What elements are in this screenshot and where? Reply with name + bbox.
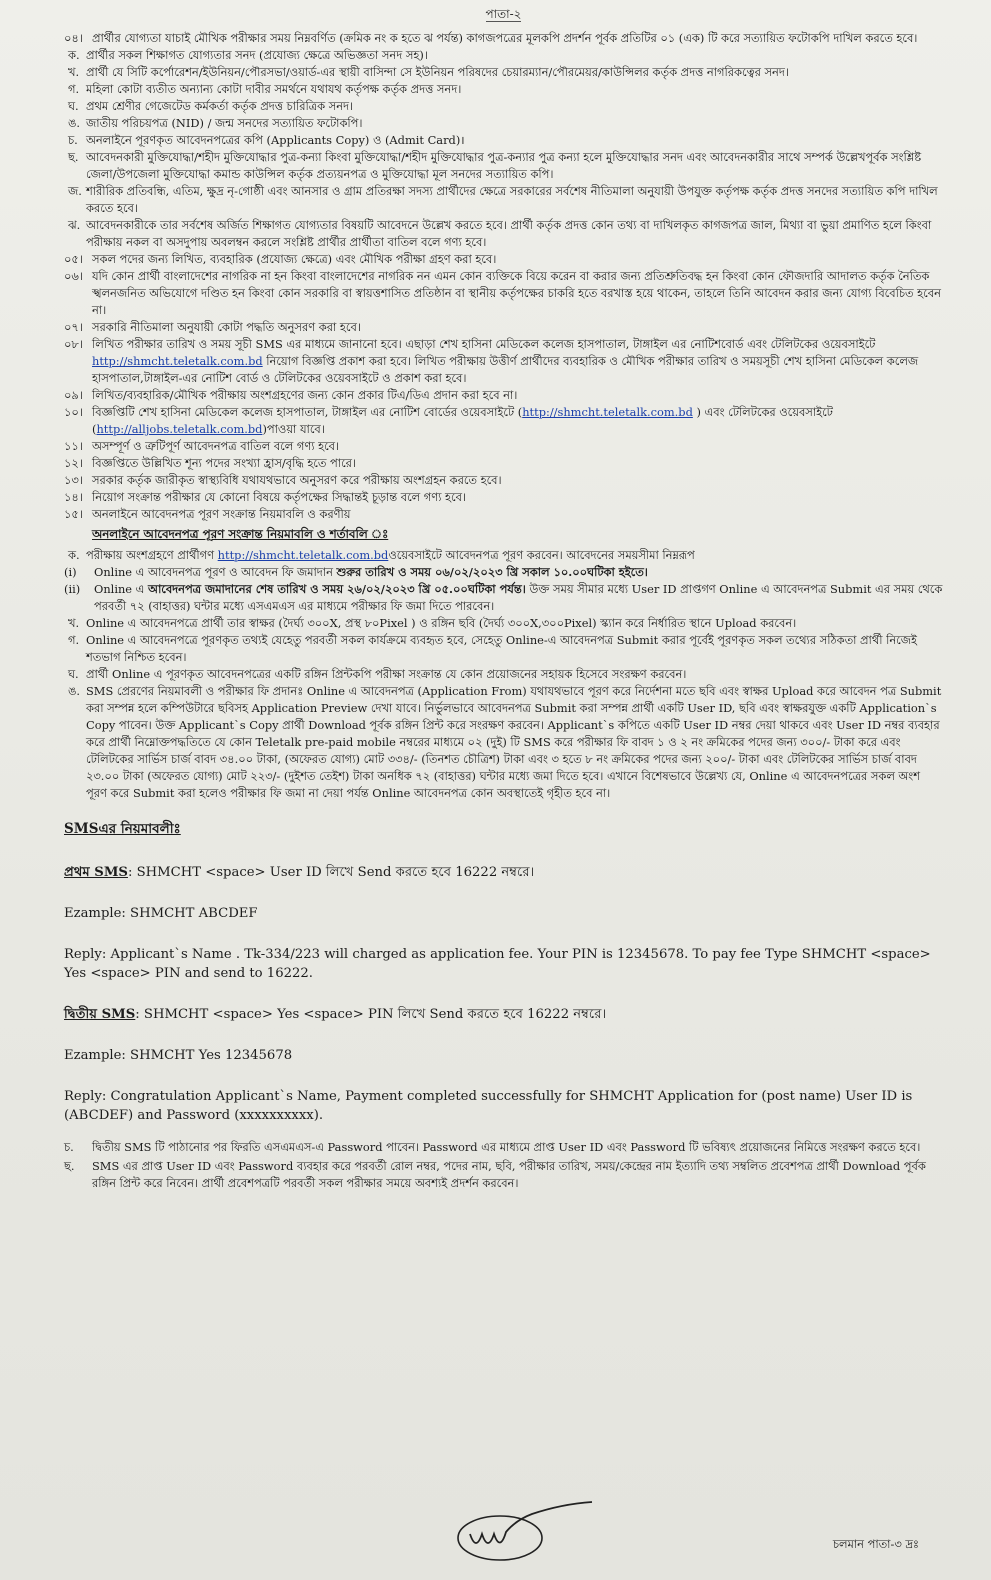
sms-rules-title: SMSএর নিয়মাবলীঃ [64, 821, 181, 837]
list-item: ১২। বিজ্ঞপ্তিতে উল্লিখিত শূন্য পদের সংখ্যা হ্রাস/বৃদ্ধি হতে পারে। [64, 456, 357, 470]
list-subitem: ঘ. প্রথম শ্রেণীর গেজেটেড কর্মকর্তা কর্তৃক প্রদত্ত চারিত্রিক সনদ। [68, 99, 354, 113]
list-subitem: জ. শারীরিক প্রতিবন্ধি, এতিম, ক্ষুদ্র নৃ-গোষ্ঠী এবং আনসার ও গ্রাম প্রতিরক্ষা সদস্য প্রার্থীদের ক্ষেত্রে সরকারের সর্বশেষ নীতিমালা অনুযায়ী উপযুক্ত কর্তৃপক্ষ কর্তৃক প্রদত্ত সনদের সত্যায়িত কপি দাখিল করতে হবে। [68, 184, 938, 215]
sms-first: প্রথম SMS: SHMCHT <space> User ID লিখে Send করতে হবে 16222 নম্বরে। [64, 865, 535, 880]
list-item: ১৪। নিয়োগ সংক্রান্ত পরীক্ষার যে কোনো বিষয়ে কর্তৃপক্ষের সিদ্ধান্তই চূড়ান্ত বলে গণ্য হবে। [64, 490, 467, 504]
list-subitem: (i) Online এ আবেদনপত্র পূরণ ও আবেদন ফি জমাদান শুরুর তারিখ ও সময় ০৬/০২/২০২৩ খ্রি সকাল ১০.০০ঘটিকা হইতে। [64, 565, 648, 579]
list-item: ১১। অসম্পূর্ণ ও ত্রুটিপূর্ণ আবেদনপত্র বাতিল বলে গণ্য হবে। [64, 439, 340, 453]
list-subitem: ক. প্রার্থীর সকল শিক্ষাগত যোগ্যতার সনদ (প্রযোজ্য ক্ষেত্রে অভিজ্ঞতা সনদ সহ)। [68, 48, 428, 62]
shmcht-link[interactable]: http://shmcht.teletalk.com.bd [217, 548, 389, 562]
list-subitem: ছ. SMS এর প্রাপ্ত User ID এবং Password ব্যবহার করে পরবর্তী রোল নম্বর, পদের নাম, ছবি, পরীক্ষার তারিখ, সময়/কেন্দ্রের নাম ইত্যাদি তথ্য সম্বলিত প্রবেশপত্র প্রার্থী Download পূর্বক রঙ্গিন প্রিন্ট করে নিবেন। প্রার্থী প্রবেশপত্রটি পরবর্তী সকল পরীক্ষার সময়ে অবশ্যই প্রদর্শন করবেন। [64, 1159, 926, 1190]
shmcht-link[interactable]: http://shmcht.teletalk.com.bd [92, 354, 263, 368]
list-item: ০৯। লিখিত/ব্যবহারিক/মৌখিক পরীক্ষায় অংশগ্রহণের জন্য কোন প্রকার টিএ/ডিএ প্রদান করা হবে না। [64, 388, 518, 402]
sms-example: Ezample: SHMCHT ABCDEF [64, 906, 258, 921]
shmcht-link[interactable]: http://shmcht.teletalk.com.bd [522, 405, 693, 419]
page-header: পাতা-২ [485, 7, 522, 21]
list-subitem: খ. Online এ আবেদনপত্রে প্রার্থী তার স্বাক্ষর (দৈর্ঘ্য ৩০০X, প্রস্থ ৮০Pixel ) ও রঙ্গিন ছবি (দৈর্ঘ্য ৩০০X,৩০০Pixel) স্ক্যান করে নির্ধারিত স্থানে Upload করবেন। [68, 616, 797, 630]
list-item: ১৩। সরকার কর্তৃক জারীকৃত স্বাস্থ্যবিধি যথাযথভাবে অনুসরণ করে পরীক্ষায় অংশগ্রহন করতে হবে। [64, 473, 502, 487]
sms-second: দ্বিতীয় SMS: SHMCHT <space> Yes <space> PIN লিখে Send করতে হবে 16222 নম্বরে। [64, 1007, 607, 1022]
list-item: ১৫। অনলাইনে আবেদনপত্র পূরণ সংক্রান্ত নিয়মাবলি ও করণীয় [64, 507, 351, 521]
sms-reply: Reply: Congratulation Applicant`s Name, Payment completed successfully for SHMCHT Application for (post name) User ID is (ABCDEF) and Password (xxxxxxxxxx). [64, 1089, 913, 1123]
list-item: ০৪। প্রার্থীর যোগ্যতা যাচাই মৌখিক পরীক্ষার সময় নিম্নবর্ণিত (ক্রমিক নং ক হতে ঝ পর্যন্ত) কাগজপত্রের মূলকপি প্রদর্শন পূর্বক প্রতিটির ০১ (এক) টি করে সত্যায়িত ফটোকপি দাখিল করতে হবে। [64, 31, 918, 45]
list-item: ০৭। সরকারি নীতিমালা অনুযায়ী কোটা পদ্ধতি অনুসরণ করা হবে। [64, 320, 361, 334]
list-subitem: চ. দ্বিতীয় SMS টি পাঠানোর পর ফিরতি এসএমএস-এ Password পাবেন। Password এর মাধ্যমে প্রাপ্ত User ID এবং Password টি ভবিষ্যৎ প্রয়োজনের নিমিত্তে সংরক্ষণ করতে হবে। [64, 1140, 921, 1154]
continued-note: চলমান পাতা-৩ দ্রঃ [832, 1537, 919, 1551]
sms-example: Ezample: SHMCHT Yes 12345678 [64, 1048, 293, 1063]
alljobs-link[interactable]: http://alljobs.teletalk.com.bd [96, 422, 263, 436]
list-item: ০৬। যদি কোন প্রার্থী বাংলাদেশের নাগরিক না হন কিংবা বাংলাদেশের নাগরিক নন এমন কোন ব্যক্তিকে বিয়ে করেন বা করার জন্য প্রতিশ্রুতিবদ্ধ হন কিংবা কোন ফৌজদারি আদালত কর্তৃক নৈতিক স্খলনজনিত অভিযোগে দণ্ডিত হন কিংবা কোন সরকারি বা স্বায়ত্তশাসিত প্রতিষ্ঠান বা স্থানীয় কর্তৃপক্ষের চাকরি হতে বরখাস্ত হয়ে থাকেন, তাহলে তিনি আবেদন করার জন্য যোগ্য বিবেচিত হবেন না। [64, 269, 941, 317]
list-item: ১০। বিজ্ঞপ্তিটি শেখ হাসিনা মেডিকেল কলেজ হাসপাতাল, টাঙ্গাইল এর নোটিশ বোর্ডের ওয়েবসাইটে (http://shmcht.teletalk.com.bd ) এবং টেলিটকের ওয়েবসাইটে (http://alljobs.teletalk.com.bd)পাওয়া যাবে। [64, 405, 833, 436]
list-subitem: চ. অনলাইনে পূরণকৃত আবেদনপত্রের কপি (Applicants Copy) ও (Admit Card)। [68, 133, 465, 147]
sms-reply: Reply: Applicant`s Name . Tk-334/223 will charged as application fee. Your PIN is 12345678. To pay fee Type SHMCHT <space> Yes <space> PIN and send to 16222. [64, 947, 931, 981]
list-subitem: ঘ. প্রার্থী Online এ পূরণকৃত আবেদনপত্রের একটি রঙ্গিন প্রিন্টকপি পরীক্ষা সংক্রান্ত যে কোন প্রয়োজনের সহায়ক হিসেবে সংরক্ষণ করবেন। [68, 667, 687, 681]
list-subitem: ঙ. SMS প্রেরণের নিয়মাবলী ও পরীক্ষার ফি প্রদানঃ Online এ আবেদনপত্র (Application From) যথাযথভাবে পূরণ করে নির্দেশনা মতে ছবি এবং স্বাক্ষর Upload করে আবেদন পত্র Submit করা সম্পন্ন হলে কম্পিউটারে ছবিসহ Application Preview দেখা যাবে। নির্ভুলভাবে আবেদনপত্র Submit করা সম্পন্ন প্রার্থী একটি User ID, ছবি এবং স্বাক্ষরযুক্ত একটি Application`s Copy পাবেন। উক্ত Applicant`s Copy প্রার্থী Download পূর্বক রঙ্গিন প্রিন্ট করে সংরক্ষণ করবেন। Applicant`s কপিতে একটি User ID নম্বর দেয়া থাকবে এবং User ID নম্বর ব্যবহার করে প্রার্থী নিম্নোক্তপদ্ধতিতে যে কোন Teletalk pre-paid mobile নম্বরের মাধ্যমে ০২ (দুই) টি SMS করে পরীক্ষার ফি বাবদ ১ ও ২ নং ক্রমিকের পদের জন্য ৩০০/- টাকা করে এবং টেলিটকের সার্ভিস চার্জ বাবদ ৩৪.০০ টাকা, (অফেরত যোগ্য) মোট ৩৩৪/- (তিনশত চৌত্রিশ) টাকা এবং ৩ হতে ৮ নং ক্রমিকের পদের জন্য ২০০/- টাকা এবং টেলিটকের সার্ভিস চার্জ বাবদ ২৩.০০ টাকা (অফেরত যোগ্য) মোট ২২৩/- (দুইশত তেইশ) টাকা অনধিক ৭২ (বাহাত্তর) ঘন্টার মধ্যে জমা দিতে হবে। এখানে বিশেষভাবে উল্লেখ্য যে, Online এ আবেদনপত্রের সকল অংশ পূরণ করে Submit করা হলেও পরীক্ষার ফি জমা না দেয়া পর্যন্ত Online আবেদনপত্র কোন অবস্থাতেই গৃহীত হবে না। [68, 684, 942, 800]
list-subitem: ঙ. জাতীয় পরিচয়পত্র (NID) / জন্ম সনদের সত্যায়িত ফটোকপি। [68, 116, 363, 130]
list-subitem: গ. মহিলা কোটা ব্যতীত অন্যান্য কোটা দাবীর সমর্থনে যথাযথ কর্তৃপক্ষ কর্তৃক প্রদত্ত সনদ। [68, 82, 462, 96]
list-item: ০৮। লিখিত পরীক্ষার তারিখ ও সময় সূচী SMS এর মাধ্যমে জানানো হবে। এছাড়া শেখ হাসিনা মেডিকেল কলেজ হাসপাতাল, টাঙ্গাইল এর নোটিশবোর্ড এবং টেলিটকের ওয়েবসাইটে http://shmcht.teletalk.com.bd নিয়োগ বিজ্ঞপ্তি প্রকাশ করা হবে। লিখিত পরীক্ষায় উত্তীর্ণ প্রার্থীদের ব্যবহারিক ও মৌখিক পরীক্ষার তারিখ ও সময়সূচী শেখ হাসিনা মেডিকেল কলেজ হাসপাতাল,টাঙ্গাইল-এর নোটিশ বোর্ড ও টেলিটকের ওয়েবসাইটে ও প্রকাশ করা হবে। [64, 337, 919, 385]
conditions-list [64, 30, 943, 802]
list-subitem: (ii) Online এ আবেদনপত্র জমাদানের শেষ তারিখ ও সময় ২৬/০২/২০২৩ খ্রি ০৫.০০ঘটিকা পর্যন্ত। উক্ত সময় সীমার মধ্যে User ID প্রাপ্তগণ Online এ আবেদনপত্র Submit এর সময় থেকে পরবর্তী ৭২ (বাহাত্তর) ঘন্টার মধ্যে এসএমএস এর মাধ্যমে পরীক্ষার ফি জমা দিতে পারবেন। [64, 582, 943, 613]
signature-icon [448, 1498, 598, 1562]
list-subitem: ছ. আবেদনকারী মুক্তিযোদ্ধা/শহীদ মুক্তিযোদ্ধার পুত্র-কন্যা কিংবা মুক্তিযোদ্ধা/শহীদ মুক্তিযোদ্ধার পুত্র-কন্যার পুত্র কন্যা হলে মুক্তিযোদ্ধার সনদ এবং আবেদনকারীর সাথে সম্পর্ক উল্লেখপূর্বক সংশ্লিষ্ট জেলা/উপজেলা মুক্তিযোদ্ধা কমান্ড কাউন্সিল কর্তৃক প্রত্যয়নপত্র ও মুক্তিযোদ্ধা মূল সনদের সত্যায়িত কপি। [68, 150, 922, 181]
list-subitem: ক. পরীক্ষায় অংশগ্রহণে প্রার্থীগণ http://shmcht.teletalk.com.bdওয়েবসাইটে আবেদনপত্র পূরণ করবেন। আবেদনের সময়সীমা নিম্নরূপ [68, 548, 695, 562]
list-subitem: খ. প্রার্থী যে সিটি কর্পোরেশন/ইউনিয়ন/পৌরসভা/ওয়ার্ড-এর স্থায়ী বাসিন্দা সে ইউনিয়ন পরিষদের চেয়ারম্যান/পৌরমেয়র/কাউন্সিলর কর্তৃক প্রদত্ত নাগরিকত্বের সনদ। [68, 65, 789, 79]
list-item: ০৫। সকল পদের জন্য লিখিত, ব্যবহারিক (প্রযোজ্য ক্ষেত্রে) এবং মৌখিক পরীক্ষা গ্রহণ করা হবে। [64, 252, 497, 266]
list-subitem: ঝ. আবেদনকারীকে তার সর্বশেষ অর্জিত শিক্ষাগত যোগ্যতার বিষয়টি আবেদনে উল্লেখ করতে হবে। প্রার্থী কর্তৃক প্রদত্ত কোন তথ্য বা দাখিলকৃত কাগজপত্র জাল, মিথ্যা বা ভুয়া প্রমাণিত হলে কিংবা পরীক্ষায় নকল বা অসদুপায় অবলম্বন করলে সংশ্লিষ্ট প্রার্থীর প্রার্থীতা বাতিল বলে গণ্য হবে। [68, 218, 932, 249]
section-title: অনলাইনে আবেদনপত্র পূরণ সংক্রান্ত নিয়মাবলি ও শর্তাবলি ঃ [92, 527, 389, 541]
list-subitem: গ. Online এ আবেদনপত্রে পূরণকৃত তথ্যই যেহেতু পরবর্তী সকল কার্যক্রমে ব্যবহৃত হবে, সেহেতু Online-এ আবেদনপত্র Submit করার পূর্বেই পূরণকৃত সকল তথ্যের সঠিকতা প্রার্থী নিজেই শতভাগ নিশ্চিত হবেন। [68, 633, 917, 664]
